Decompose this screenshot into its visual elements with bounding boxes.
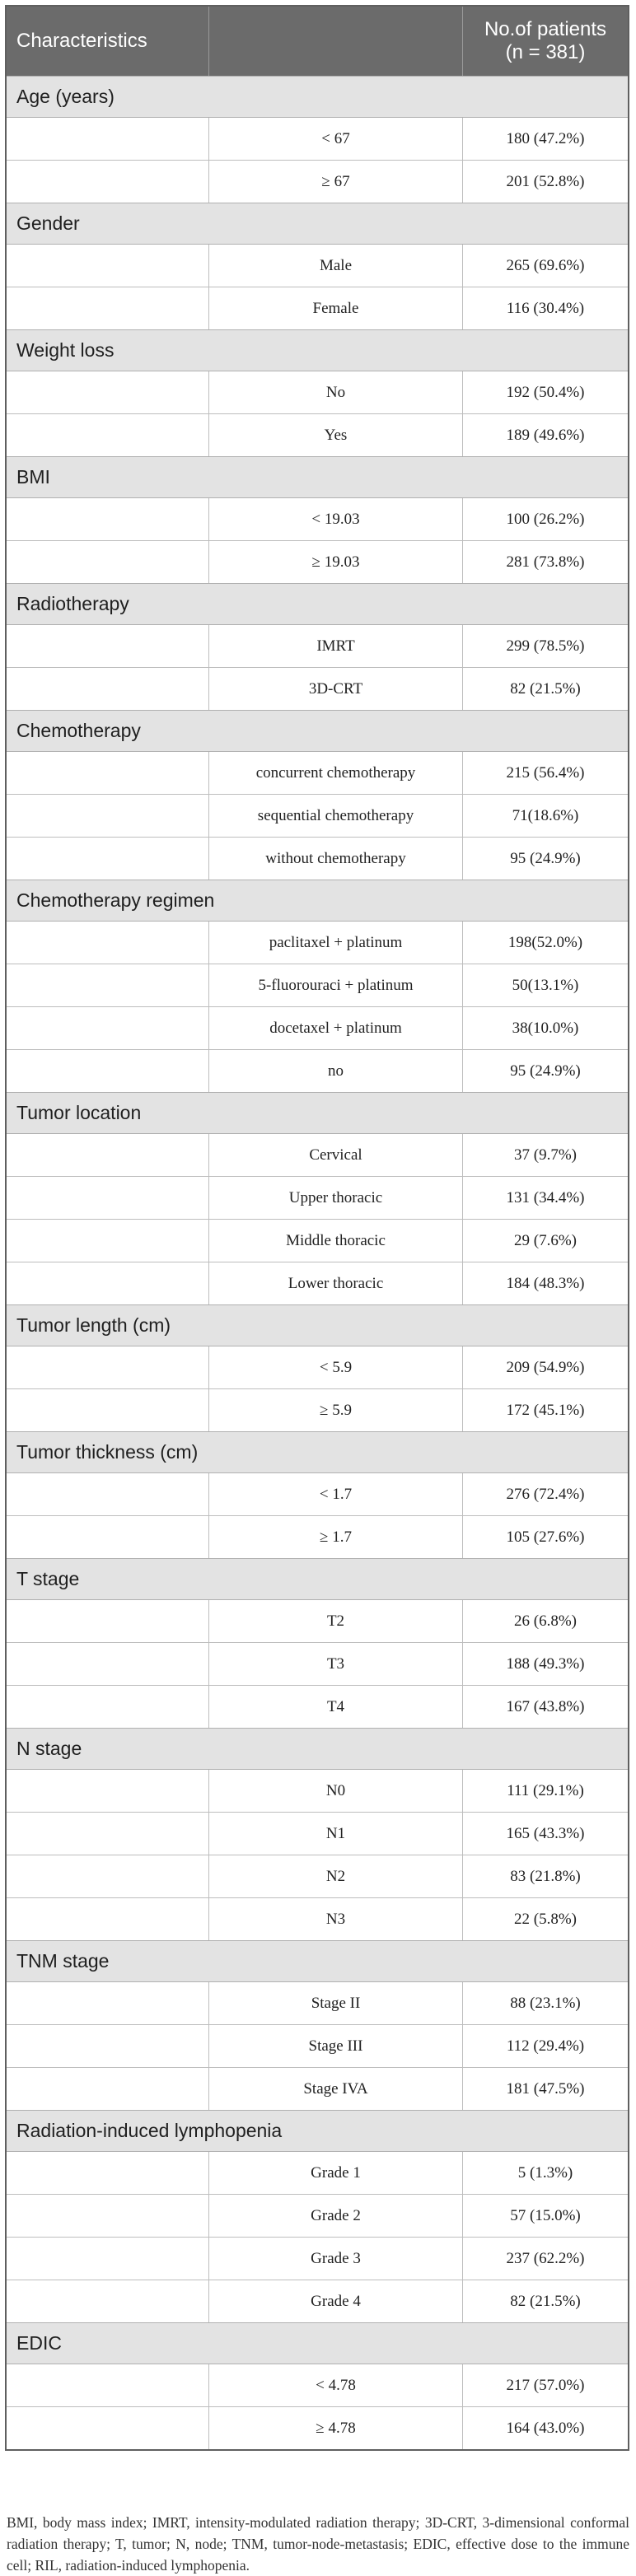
row-label: ≥ 4.78 (209, 2407, 463, 2449)
table-row (7, 1769, 628, 1812)
row-label: Stage II (209, 1982, 463, 2024)
table-row (7, 624, 628, 667)
empty-cell (7, 118, 209, 160)
table-row (7, 751, 628, 794)
empty-cell (7, 2280, 209, 2322)
table-row (7, 1176, 628, 1219)
empty-cell (7, 1770, 209, 1812)
table-body (7, 76, 628, 2449)
row-value: 37 (9.7%) (514, 1146, 577, 1164)
row-value: 299 (78.5%) (506, 637, 585, 655)
row-value: 164 (43.0%) (506, 2419, 585, 2437)
row-label: Lower thoracic (209, 1262, 463, 1304)
table-row (7, 497, 628, 540)
row-value: 198(52.0%) (507, 933, 583, 951)
row-value: 83 (21.8%) (510, 1867, 581, 1885)
table-row (7, 1897, 628, 1940)
row-label: Grade 1 (209, 2152, 463, 2194)
section-header: EDIC (7, 2322, 628, 2364)
empty-cell (7, 1643, 209, 1685)
row-label: Stage IVA (209, 2068, 463, 2110)
table-row (7, 2280, 628, 2322)
empty-cell (7, 2025, 209, 2067)
row-value: 95 (24.9%) (510, 849, 581, 867)
row-value: 111 (29.1%) (507, 1781, 584, 1799)
empty-cell (7, 1686, 209, 1728)
row-label: < 19.03 (209, 498, 463, 540)
row-label: 3D-CRT (209, 668, 463, 710)
row-label: Stage III (209, 2025, 463, 2067)
table-row (7, 2406, 628, 2449)
table-row (7, 1685, 628, 1728)
row-label: ≥ 19.03 (209, 541, 463, 583)
row-label: Upper thoracic (209, 1177, 463, 1219)
table-row (7, 921, 628, 964)
row-value: 88 (23.1%) (510, 1994, 581, 2012)
row-label: Yes (209, 414, 463, 456)
section-header: BMI (7, 456, 628, 497)
empty-cell (7, 1220, 209, 1262)
row-value: 181 (47.5%) (506, 2079, 585, 2098)
table-row (7, 2194, 628, 2237)
row-value: 201 (52.8%) (506, 172, 585, 190)
row-label: < 4.78 (209, 2364, 463, 2406)
table-row (7, 2067, 628, 2110)
row-value: 95 (24.9%) (510, 1062, 581, 1080)
table-row (7, 1388, 628, 1431)
table-row (7, 540, 628, 583)
row-value: 38(10.0%) (512, 1019, 579, 1037)
row-label: T3 (209, 1643, 463, 1685)
row-value: 29 (7.6%) (514, 1231, 577, 1249)
empty-cell (7, 1050, 209, 1092)
table-row (7, 964, 628, 1006)
section-header: Radiation-induced lymphopenia (7, 2110, 628, 2151)
empty-cell (7, 795, 209, 837)
empty-cell (7, 541, 209, 583)
empty-cell (7, 2407, 209, 2449)
table-row (7, 117, 628, 160)
row-label: sequential chemotherapy (209, 795, 463, 837)
row-label: < 67 (209, 118, 463, 160)
row-value: 57 (15.0%) (510, 2206, 581, 2224)
row-value: 265 (69.6%) (506, 256, 585, 274)
empty-cell (7, 964, 209, 1006)
section-header: TNM stage (7, 1940, 628, 1981)
row-value: 165 (43.3%) (506, 1824, 585, 1842)
table-row (7, 2364, 628, 2406)
empty-cell (7, 1007, 209, 1049)
table-row (7, 1642, 628, 1685)
empty-cell (7, 2364, 209, 2406)
row-value: 215 (56.4%) (506, 763, 585, 782)
empty-cell (7, 371, 209, 413)
empty-cell (7, 2068, 209, 2110)
row-label: paclitaxel + platinum (209, 922, 463, 964)
row-label: Grade 2 (209, 2195, 463, 2237)
row-label: without chemotherapy (209, 838, 463, 880)
row-value: 116 (30.4%) (506, 299, 585, 317)
section-header: Tumor thickness (cm) (7, 1431, 628, 1472)
row-value: 50(13.1%) (512, 976, 579, 994)
empty-cell (7, 838, 209, 880)
row-label: N2 (209, 1855, 463, 1897)
section-header: Radiotherapy (7, 583, 628, 624)
empty-cell (7, 1813, 209, 1855)
section-header: Tumor location (7, 1092, 628, 1133)
empty-cell (7, 1389, 209, 1431)
row-value: 217 (57.0%) (506, 2376, 585, 2394)
header-count-line2: (n = 381) (505, 41, 586, 63)
empty-cell (7, 245, 209, 287)
table-row (7, 1472, 628, 1515)
table-row (7, 794, 628, 837)
row-label: Male (209, 245, 463, 287)
table-row (7, 287, 628, 329)
row-label: Grade 3 (209, 2238, 463, 2280)
empty-cell (7, 414, 209, 456)
characteristics-table (5, 5, 629, 2451)
header-characteristics: Characteristics (7, 7, 209, 76)
header-spacer (209, 7, 463, 76)
row-value: 281 (73.8%) (506, 553, 585, 571)
row-value: 276 (72.4%) (506, 1485, 585, 1503)
row-value: 82 (21.5%) (510, 679, 581, 698)
empty-cell (7, 1855, 209, 1897)
table-row (7, 1812, 628, 1855)
empty-cell (7, 1346, 209, 1388)
row-value: 188 (49.3%) (506, 1654, 585, 1673)
section-header: Weight loss (7, 329, 628, 371)
row-label: < 5.9 (209, 1346, 463, 1388)
empty-cell (7, 2238, 209, 2280)
section-header: Age (years) (7, 76, 628, 117)
empty-cell (7, 1262, 209, 1304)
empty-cell (7, 2195, 209, 2237)
row-value: 26 (6.8%) (514, 1612, 577, 1630)
section-header: Tumor length (cm) (7, 1304, 628, 1346)
row-label: Cervical (209, 1134, 463, 1176)
row-label: N0 (209, 1770, 463, 1812)
row-label: Grade 4 (209, 2280, 463, 2322)
row-label: ≥ 5.9 (209, 1389, 463, 1431)
empty-cell (7, 1516, 209, 1558)
table-row (7, 1515, 628, 1558)
empty-cell (7, 752, 209, 794)
row-label: N3 (209, 1898, 463, 1940)
row-value: 71(18.6%) (512, 806, 579, 824)
table-row (7, 1981, 628, 2024)
table-row (7, 667, 628, 710)
row-value: 192 (50.4%) (506, 383, 585, 401)
empty-cell (7, 1982, 209, 2024)
row-value: 184 (48.3%) (506, 1274, 585, 1292)
table-header (7, 7, 628, 76)
row-label: IMRT (209, 625, 463, 667)
row-label: N1 (209, 1813, 463, 1855)
row-label: No (209, 371, 463, 413)
row-value: 100 (26.2%) (506, 510, 585, 528)
empty-cell (7, 668, 209, 710)
row-label: ≥ 67 (209, 161, 463, 203)
empty-cell (7, 2152, 209, 2194)
table-row (7, 1855, 628, 1897)
row-label: docetaxel + platinum (209, 1007, 463, 1049)
row-label: Female (209, 287, 463, 329)
row-label: Middle thoracic (209, 1220, 463, 1262)
row-label: no (209, 1050, 463, 1092)
empty-cell (7, 1134, 209, 1176)
empty-cell (7, 1473, 209, 1515)
row-value: 209 (54.9%) (506, 1358, 585, 1376)
row-value: 22 (5.8%) (514, 1910, 577, 1928)
row-value: 105 (27.6%) (506, 1528, 585, 1546)
table-row (7, 1049, 628, 1092)
table-row (7, 1219, 628, 1262)
table-row (7, 837, 628, 880)
table-row (7, 2151, 628, 2194)
row-value: 82 (21.5%) (510, 2292, 581, 2310)
table-row (7, 413, 628, 456)
table-row (7, 1262, 628, 1304)
row-value: 172 (45.1%) (506, 1401, 585, 1419)
row-label: concurrent chemotherapy (209, 752, 463, 794)
empty-cell (7, 625, 209, 667)
table-row (7, 1599, 628, 1642)
table-row (7, 244, 628, 287)
row-value: 131 (34.4%) (506, 1188, 585, 1206)
row-value: 112 (29.4%) (506, 2037, 585, 2055)
row-label: T4 (209, 1686, 463, 1728)
section-header: Gender (7, 203, 628, 244)
empty-cell (7, 498, 209, 540)
row-value: 5 (1.3%) (517, 2163, 573, 2182)
row-label: ≥ 1.7 (209, 1516, 463, 1558)
header-count-line1: No.of patients (484, 18, 607, 41)
section-header: T stage (7, 1558, 628, 1599)
table-row (7, 2237, 628, 2280)
empty-cell (7, 1898, 209, 1940)
empty-cell (7, 1600, 209, 1642)
empty-cell (7, 161, 209, 203)
section-header: Chemotherapy (7, 710, 628, 751)
table-row (7, 1133, 628, 1176)
section-header: N stage (7, 1728, 628, 1769)
table-row (7, 1346, 628, 1388)
empty-cell (7, 922, 209, 964)
row-value: 167 (43.8%) (506, 1697, 585, 1715)
table-row (7, 371, 628, 413)
row-value: 189 (49.6%) (506, 426, 585, 444)
table-row (7, 160, 628, 203)
table-row (7, 2024, 628, 2067)
row-value: 180 (47.2%) (506, 129, 585, 147)
header-patient-count (463, 7, 628, 76)
table-footnote: BMI, body mass index; IMRT, intensity-modulated radiation therapy; 3D-CRT, 3-dimensional conformal radiation therapy; T, tumor; N, node; TNM, tumor-node-metastasis; EDIC, effective dose to the immune cell; RIL, radiation-induced lymphopenia. (7, 2514, 629, 2574)
table-row (7, 1006, 628, 1049)
empty-cell (7, 287, 209, 329)
row-value: 237 (62.2%) (506, 2249, 585, 2267)
row-label: T2 (209, 1600, 463, 1642)
row-label: < 1.7 (209, 1473, 463, 1515)
row-label: 5-fluorouraci + platinum (209, 964, 463, 1006)
section-header: Chemotherapy regimen (7, 880, 628, 921)
empty-cell (7, 1177, 209, 1219)
